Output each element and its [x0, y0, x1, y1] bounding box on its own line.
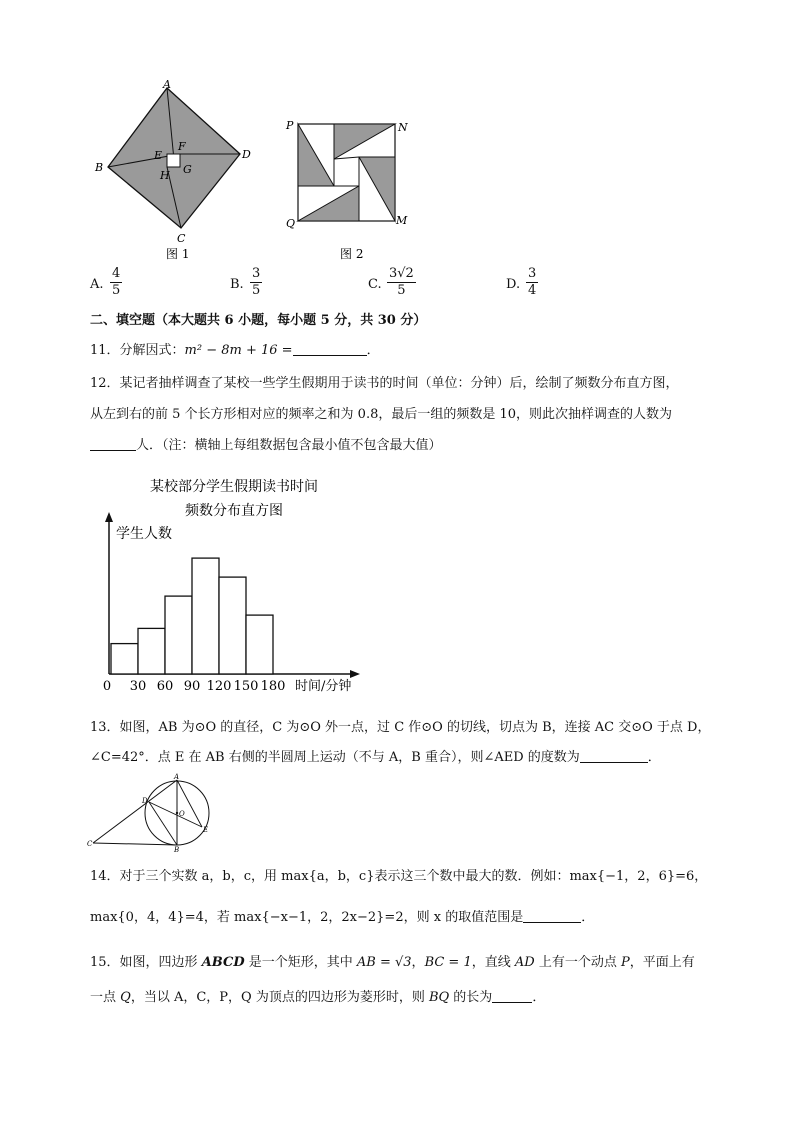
label-g: G — [183, 163, 192, 176]
point-q: Q — [120, 990, 131, 1005]
label-d: D — [242, 148, 251, 161]
label-n: N — [398, 121, 408, 134]
section-2-title: 二、填空题（本大题共 6 小题，每小题 5 分，共 30 分） — [90, 313, 427, 328]
q15-line-1: 15．如图，四边形 ABCD 是一个矩形，其中 AB = √3，BC = 1，直线 AD 上有一个动点 P，平面上有 — [90, 955, 695, 970]
option-letter: C. — [368, 277, 382, 292]
histogram-bar-120-150 — [219, 577, 246, 674]
q15-line-2: 一点 Q，当以 A，C，P，Q 为顶点的四边形为菱形时，则 BQ 的长为 ． — [90, 990, 546, 1005]
question-11 — [90, 343, 380, 359]
label-q: Q — [286, 217, 296, 230]
histogram-bar-60-90 — [165, 596, 192, 674]
figure-1 — [90, 78, 260, 263]
x-tick-label-60: 60 — [156, 679, 174, 694]
histogram-bar-0-30 — [111, 644, 138, 674]
q12-line-2: 从左到右的前 5 个长方形相对应的频率之和为 0.8，最后一组的频数是 10，则此次抽样调查的人数为 — [90, 407, 673, 422]
answer-blank — [293, 355, 367, 356]
option-fraction: $\frac{3√2}{5}$ — [389, 266, 414, 298]
q12-line-3 — [90, 438, 442, 454]
x-tick-label-120: 120 — [206, 679, 232, 694]
q11-end: ． — [366, 343, 380, 358]
q14-end: ． — [581, 910, 595, 925]
q14-line-2 — [90, 910, 594, 926]
segment-bq: BQ — [428, 990, 450, 1005]
segment-ae — [177, 780, 202, 827]
point-p: P — [620, 955, 630, 970]
histogram-bar-30-60 — [138, 628, 165, 674]
label-a: A — [163, 78, 171, 91]
x-tick-label-150: 150 — [233, 679, 259, 694]
segment-cb — [93, 843, 177, 845]
histogram-bar-150-180 — [246, 615, 273, 674]
abcd: ABCD — [201, 955, 245, 970]
figure-q13 — [86, 772, 226, 852]
option-fraction: $\frac{4}{5}$ — [112, 266, 121, 298]
option-fraction: $\frac{3}{4}$ — [528, 266, 537, 298]
label-h: H — [160, 169, 170, 182]
histogram-chart — [92, 472, 392, 697]
q14-line-2-text: max{0，4，4}=4，若 max{−x−1，2，2x−2}=2，则 x 的取值范围是 — [90, 910, 524, 925]
q13-line-1: 13．如图，AB 为⊙O 的直径，C 为⊙O 外一点，过 C 作⊙O 的切线，切点为 B，连接 AC 交⊙O 于点 D， — [90, 720, 711, 735]
label-f: F — [178, 140, 186, 153]
label-b: B — [95, 161, 104, 174]
x-tick-label-90: 90 — [183, 679, 201, 694]
bc-value: BC = 1 — [424, 955, 472, 970]
label-c: C — [87, 840, 93, 848]
center-point — [176, 812, 178, 814]
segment-ca — [93, 780, 177, 843]
label-p: P — [286, 119, 294, 132]
q13-line-2-text: ∠C=42°．点 E 在 AB 右侧的半圆周上运动（不与 A，B 重合），则∠AED 的度数为 — [90, 750, 580, 765]
q12-line-3-text: 人．（注：横轴上每组数据包含最小值不包含最大值） — [136, 438, 442, 453]
label-m: M — [396, 214, 408, 227]
inner-square — [167, 154, 180, 167]
option-letter: A. — [90, 277, 104, 292]
answer-blank — [90, 450, 136, 451]
q13-end: ． — [647, 750, 661, 765]
label-d: D — [142, 797, 148, 805]
option-letter: B. — [230, 277, 244, 292]
q14-line-1: 14．对于三个实数 a，b，c，用 max{a，b，c}表示这三个数中最大的数．例如：max{−1，2，6}=6， — [90, 869, 708, 884]
figure-2 — [282, 112, 412, 264]
label-b: B — [174, 846, 180, 852]
x-axis-label: 时间/分钟 — [295, 679, 352, 694]
label-e: E — [154, 149, 163, 162]
q13-line-2 — [90, 750, 661, 766]
label-c: C — [177, 232, 186, 245]
ab-value: AB = √3 — [356, 955, 412, 970]
y-axis-label: 学生人数 — [116, 526, 172, 542]
option-letter: D. — [506, 277, 521, 292]
label-a: A — [174, 773, 180, 781]
chart-title: 某校部分学生假期读书时间 — [150, 479, 318, 495]
x-axis-arrow — [350, 670, 360, 678]
y-axis-arrow — [105, 512, 113, 522]
x-tick-label-180: 180 — [260, 679, 286, 694]
answer-blank — [523, 922, 581, 923]
x-tick-label-30: 30 — [129, 679, 147, 694]
q11-prefix: 11．分解因式： — [90, 343, 185, 358]
label-e: E — [203, 826, 209, 834]
q11-expression: m² − 8m + 16 = — [184, 343, 293, 358]
label-o: O — [179, 810, 185, 818]
q12-line-1: 12．某记者抽样调查了某校一些学生假期用于读书的时间（单位：分钟）后，绘制了频数分布直方图， — [90, 376, 679, 391]
ad-line: AD — [514, 955, 535, 970]
figure-2-caption: 图 2 — [340, 247, 364, 261]
answer-blank — [492, 1002, 532, 1003]
chart-subtitle: 频数分布直方图 — [185, 503, 283, 519]
histogram-bar-90-120 — [192, 558, 219, 674]
x-tick-label-0: 0 — [102, 679, 112, 694]
figure-1-caption: 图 1 — [166, 247, 190, 261]
answer-blank — [580, 762, 648, 763]
option-fraction: $\frac{3}{5}$ — [252, 266, 261, 298]
